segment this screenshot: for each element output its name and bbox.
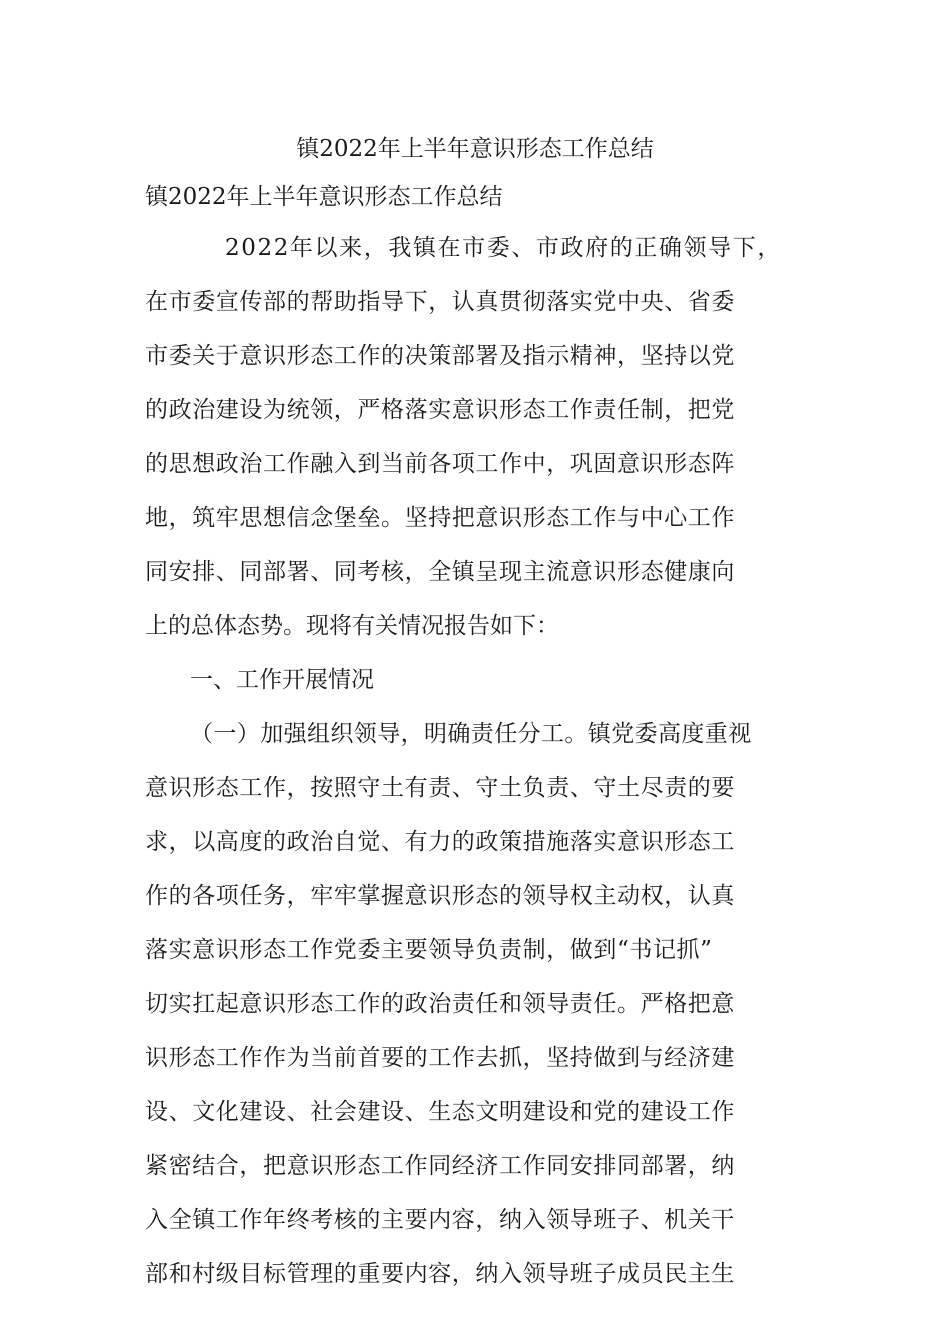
section-line: 作的各项任务，牢牢掌握意识形态的领导权主动权，认真 [145, 883, 735, 909]
document-subtitle: 镇2022年上半年意识形态工作总结 [145, 184, 503, 210]
intro-line: 在市委宣传部的帮助指导下，认真贯彻落实党中央、省委 [145, 289, 735, 315]
section-line: （一）加强组织领导，明确责任分工。镇党委高度重视 [190, 721, 752, 747]
intro-line: 的政治建设为统领，严格落实意识形态工作责任制，把党 [145, 397, 735, 423]
section-line: 求，以高度的政治自觉、有力的政策措施落实意识形态工 [145, 829, 735, 855]
section-line: 入全镇工作年终考核的主要内容，纳入领导班子、机关干 [145, 1207, 735, 1233]
section-line: 意识形态工作，按照守土有责、守土负责、守土尽责的要 [145, 775, 735, 801]
document-title: 镇2022年上半年意识形态工作总结 [296, 136, 654, 162]
section-heading: 一、工作开展情况 [190, 667, 374, 693]
section-line: 落实意识形态工作党委主要领导负责制，做到“书记抓” [145, 937, 713, 963]
intro-line: 地，筑牢思想信念堡垒。坚持把意识形态工作与中心工作 [145, 505, 735, 531]
section-line: 识形态工作作为当前首要的工作去抓，坚持做到与经济建 [145, 1045, 735, 1071]
intro-line: 上的总体态势。现将有关情况报告如下： [145, 613, 559, 639]
section-line: 切实扛起意识形态工作的政治责任和领导责任。严格把意 [145, 991, 735, 1017]
intro-line: 市委关于意识形态工作的决策部署及指示精神，坚持以党 [145, 343, 735, 369]
intro-line: 同安排、同部署、同考核，全镇呈现主流意识形态健康向 [145, 559, 735, 585]
intro-line: 的思想政治工作融入到当前各项工作中，巩固意识形态阵 [145, 451, 735, 477]
section-line: 设、文化建设、社会建设、生态文明建设和党的建设工作 [145, 1099, 735, 1125]
section-line: 紧密结合，把意识形态工作同经济工作同安排同部署，纳 [145, 1153, 735, 1179]
intro-line: 2022年以来，我镇在市委、市政府的正确领导下， [225, 235, 782, 261]
section-line: 部和村级目标管理的重要内容，纳入领导班子成员民主生 [145, 1261, 735, 1287]
